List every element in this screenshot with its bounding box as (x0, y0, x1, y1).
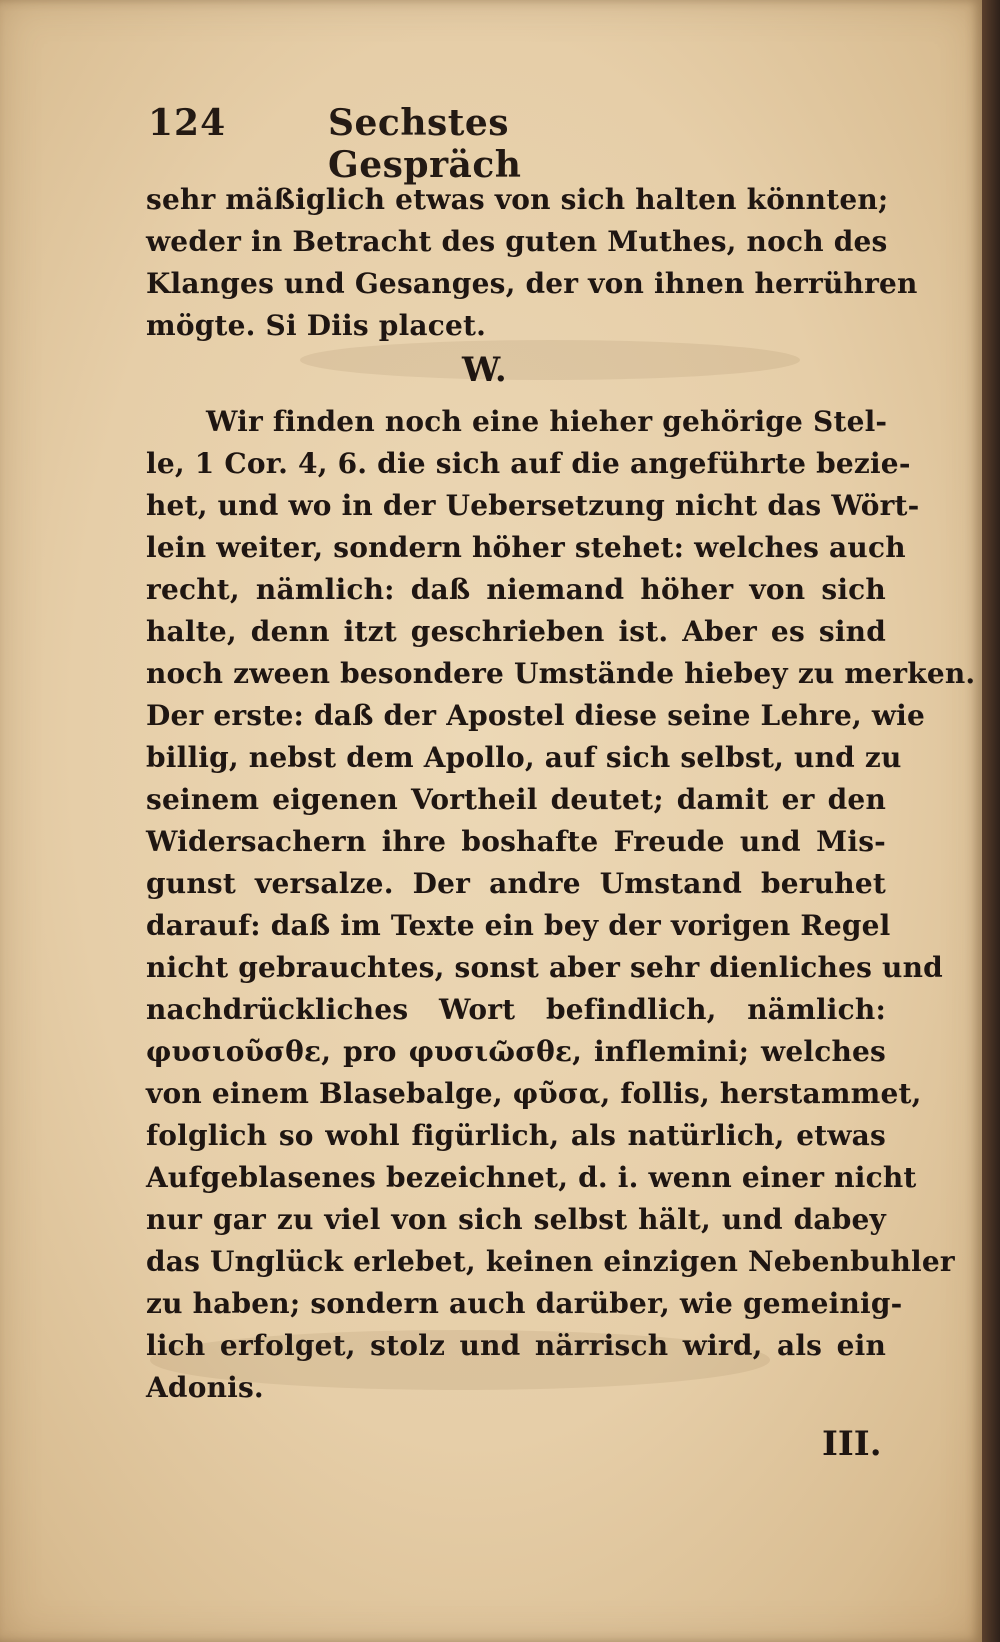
text-line: recht, nämlich: daß niemand höher von sich (146, 573, 886, 606)
catchword: III. (822, 1424, 882, 1464)
text-line: gunst versalze. Der andre Umstand beruhet (146, 867, 886, 900)
page-stain (300, 340, 800, 380)
text-line: nicht gebrauchtes, sonst aber sehr dienliches und (146, 951, 943, 984)
page-edge (982, 0, 1000, 1642)
text-line: φυσιοῦσθε, pro φυσιῶσθε, inflemini; welches (146, 1035, 886, 1068)
section-mark: W. (462, 350, 507, 390)
text-line: das Unglück erlebet, keinen einzigen Nebenbuhler (146, 1245, 955, 1278)
text-line: Klanges und Gesanges, der von ihnen herrühren (146, 267, 918, 300)
text-line: noch zween besondere Umstände hiebey zu merken. (146, 657, 976, 690)
text-line: lich erfolget, stolz und närrisch wird, als ein (146, 1329, 886, 1362)
page-number: 124 (148, 102, 227, 144)
text-line: mögte. Si Diis placet. (146, 309, 487, 342)
text-line: billig, nebst dem Apollo, auf sich selbst, und zu (146, 741, 902, 774)
text-line: weder in Betracht des guten Muthes, noch des (146, 225, 888, 258)
text-line: Der erste: daß der Apostel diese seine Lehre, wie (146, 699, 926, 732)
text-line: Aufgeblasenes bezeichnet, d. i. wenn einer nicht (146, 1161, 917, 1194)
text-line: folglich so wohl figürlich, als natürlich, etwas (146, 1119, 886, 1152)
text-line: seinem eigenen Vortheil deutet; damit er den (146, 783, 886, 816)
page-header (148, 102, 708, 186)
text-line: nur gar zu viel von sich selbst hält, und dabey (146, 1203, 886, 1236)
text-line: von einem Blasebalge, φῦσα, follis, herstammet, (146, 1077, 922, 1110)
text-line: zu haben; sondern auch darüber, wie gemeinig- (146, 1287, 903, 1320)
text-line: lein weiter, sondern höher stehet: welches auch (146, 531, 906, 564)
text-line: darauf: daß im Texte ein bey der vorigen Regel (146, 909, 891, 942)
text-line: sehr mäßiglich etwas von sich halten könnten; (146, 183, 889, 216)
text-line: nachdrückliches Wort befindlich, nämlich: (146, 993, 886, 1026)
text-line: le, 1 Cor. 4, 6. die sich auf die angeführte bezie- (146, 447, 911, 480)
running-head: Sechstes Gespräch (328, 102, 522, 186)
text-line: halte, denn itzt geschrieben ist. Aber es sind (146, 615, 886, 648)
text-line: Widersachern ihre boshafte Freude und Mis- (146, 825, 886, 858)
text-line: het, und wo in der Uebersetzung nicht das Wört- (146, 489, 920, 522)
text-line: Adonis. (146, 1371, 264, 1404)
text-line: Wir finden noch eine hieher gehörige Stel- (206, 405, 888, 438)
